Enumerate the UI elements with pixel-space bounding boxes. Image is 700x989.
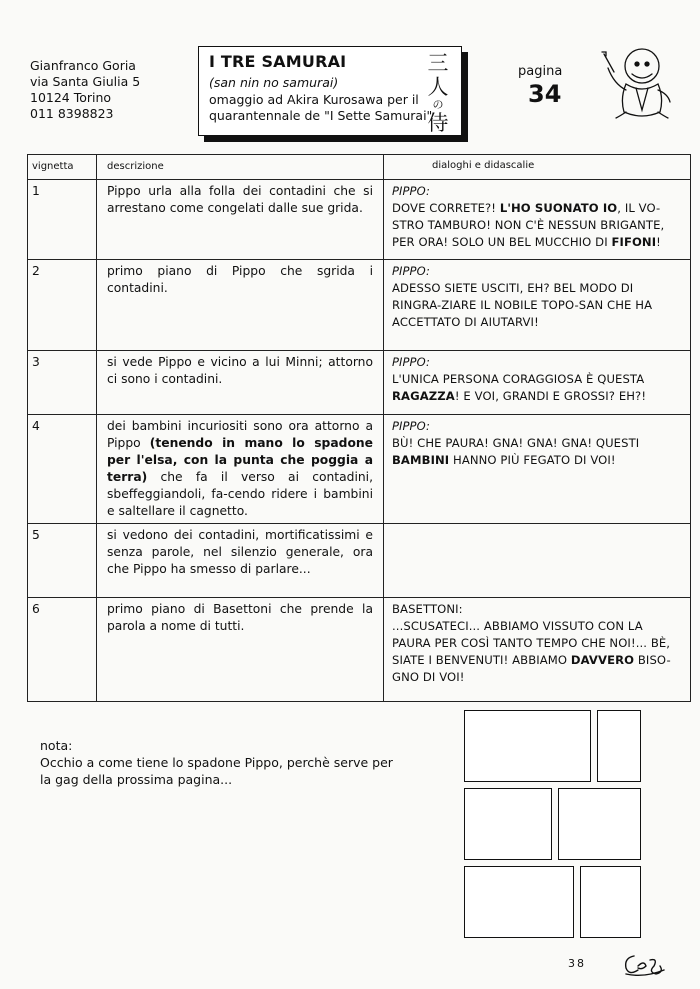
layout-frame — [558, 788, 641, 860]
table-row — [28, 260, 691, 351]
speaker: PIPPO: — [392, 184, 430, 198]
panel-number: 1 — [28, 180, 97, 260]
panel-number: 4 — [28, 415, 97, 524]
layout-frame — [464, 788, 552, 860]
panel-dialogue: BASETTONI: ...SCUSATECI... ABBIAMO VISSUTO CON LA PAURA PER COSÌ TANTO TEMPO CHE NOI!... BÈ, SIATE I BENVENUTI! ABBIAMO DAVVERO BISO-GNO DI VOI! — [384, 598, 691, 702]
panel-description: si vede Pippo e vicino a lui Minni; attorno ci sono i contadini. — [97, 351, 384, 415]
note — [40, 737, 400, 788]
table-row — [28, 351, 691, 415]
mascot-drawing-icon — [596, 44, 676, 120]
title-box — [198, 46, 462, 136]
author-name: Gianfranco Goria — [30, 58, 136, 73]
panel-dialogue: PIPPO: ADESSO SIETE USCITI, EH? BEL MODO DI RINGRA-ZIARE IL NOBILE TOPO-SAN CHE HA ACCETTATO DI AIUTARVI! — [384, 260, 691, 351]
table-row — [28, 524, 691, 598]
panel-description: Pippo urla alla folla dei contadini che si arrestano come congelati dalle sue grida. — [97, 180, 384, 260]
table-row — [28, 598, 691, 702]
speaker: PIPPO: — [392, 419, 430, 433]
story-dedication: omaggio ad Akira Kurosawa per il quarantennale de "I Sette Samurai" — [209, 92, 433, 123]
panel-description: primo piano di Basettoni che prende la parola a nome di tutti. — [97, 598, 384, 702]
panel-dialogue — [384, 524, 691, 598]
footer-page-number: 38 — [568, 957, 586, 970]
panel-number: 3 — [28, 351, 97, 415]
panel-description: dei bambini incuriositi sono ora attorno a Pippo (tenendo in mano lo spadone per l'elsa, con la punta che poggia a terra) che fa il verso ai contadini, sbeffeggiandoli, fa-cendo ridere i bambini e saltellare il cagnetto. — [97, 415, 384, 524]
panel-number: 2 — [28, 260, 97, 351]
script-table — [27, 154, 691, 702]
note-label: nota: — [40, 738, 73, 753]
panel-number: 5 — [28, 524, 97, 598]
layout-frame — [597, 710, 641, 782]
header-dialogue: dialoghi e didascalie — [384, 155, 691, 180]
table-row — [28, 180, 691, 260]
page-label: pagina — [518, 64, 563, 79]
page-number: 34 — [528, 80, 562, 108]
author-phone: 011 8398823 — [30, 106, 114, 121]
note-text: Occhio a come tiene lo spadone Pippo, perchè serve per la gag della prossima pagina... — [40, 755, 393, 787]
author-street: via Santa Giulia 5 — [30, 74, 141, 89]
panel-dialogue: PIPPO: L'UNICA PERSONA CORAGGIOSA È QUESTA RAGAZZA! E VOI, GRANDI E GROSSI? EH?! — [384, 351, 691, 415]
layout-frame — [580, 866, 641, 938]
panel-dialogue: PIPPO: DOVE CORRETE?! L'HO SUONATO IO, IL VO-STRO TAMBURO! NON C'È NESSUN BRIGANTE, PER ORA! SOLO UN BEL MUCCHIO DI FIFONI! — [384, 180, 691, 260]
table-row — [28, 415, 691, 524]
header-description: descrizione — [97, 155, 384, 180]
story-subtitle: (san nin no samurai) — [209, 75, 339, 90]
panel-description: si vedono dei contadini, mortificatissimi e senza parole, nel silenzio generale, ora che Pippo ha smesso di parlare... — [97, 524, 384, 598]
speaker: BASETTONI: — [392, 602, 463, 616]
author-city: 10124 Torino — [30, 90, 112, 105]
panel-number: 6 — [28, 598, 97, 702]
table-header — [28, 155, 691, 180]
header-panel: vignetta — [28, 155, 97, 180]
story-title: I TRE SAMURAI — [209, 52, 347, 71]
speaker: PIPPO: — [392, 264, 430, 278]
panel-dialogue: PIPPO: BÙ! CHE PAURA! GNA! GNA! GNA! QUESTI BAMBINI HANNO PIÙ FEGATO DI VOI! — [384, 415, 691, 524]
author-address — [30, 58, 140, 122]
layout-frame — [464, 866, 574, 938]
kanji-title: 三 人 の 侍 — [427, 51, 449, 135]
speaker: PIPPO: — [392, 355, 430, 369]
signature-logo-icon — [622, 950, 668, 978]
layout-frame — [464, 710, 591, 782]
panel-description: primo piano di Pippo che sgrida i contadini. — [97, 260, 384, 351]
